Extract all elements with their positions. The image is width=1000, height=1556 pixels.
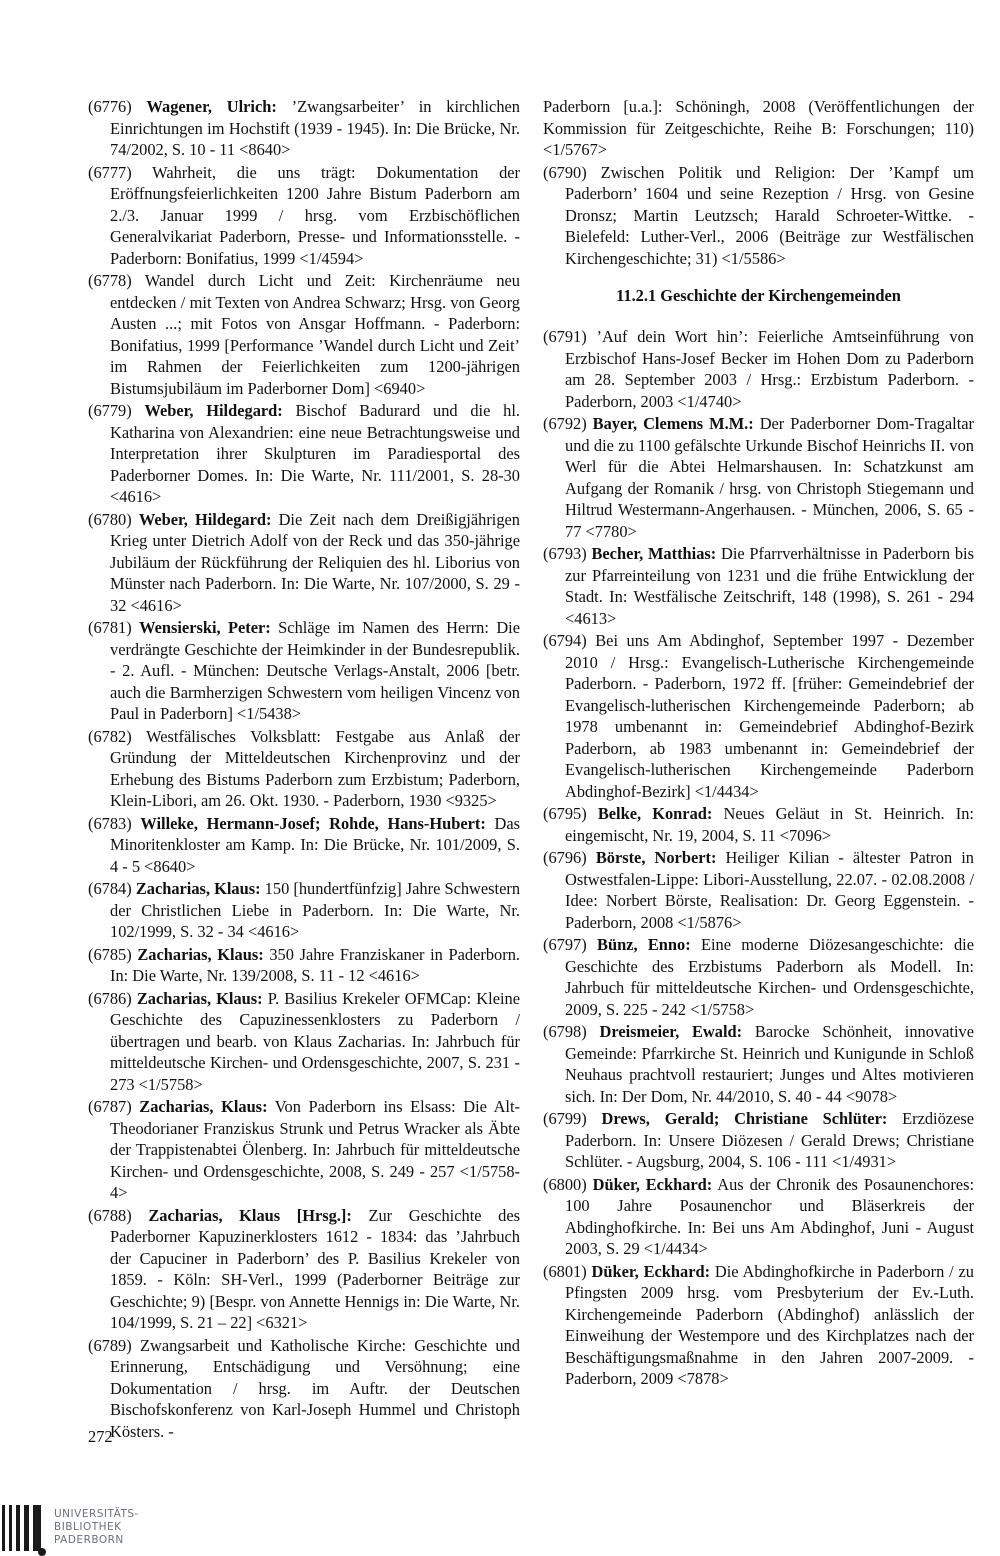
entry-text: Wandel durch Licht und Zeit: Kirchenräume neu entdecken / mit Texten von Andrea Schwarz; Hrsg. von Georg Austen ...; mit Fotos von Ansgar Hoffmann. - Paderborn: Bonifatius, 1999 [Performance ’Wandel durch Licht und Zeit’ im Rahmen der Feierlichkeiten zum 1200-jährigen Bistumsjubiläum im Paderborner Dom] <6940>	[110, 271, 520, 398]
bibliography-entry	[88, 1205, 520, 1334]
entry-author: Bünz, Enno:	[597, 935, 691, 954]
entry-number: (6792)	[543, 414, 587, 433]
entry-number: (6787)	[88, 1097, 132, 1116]
entry-number: (6777)	[88, 162, 132, 182]
entry-number: (6790)	[543, 162, 587, 182]
logo-line-1: UNIVERSITÄTS-	[54, 1508, 139, 1520]
entry-text: Das Minoritenkloster am Kamp. In: Die Brücke, Nr. 101/2009, S. 4 - 5 <8640>	[110, 813, 520, 876]
entry-author: Düker, Eckhard:	[591, 1261, 711, 1281]
entry-text: Neues Geläut in St. Heinrich. In: eingemischt, Nr. 19, 2004, S. 11 <7096>	[565, 804, 974, 845]
bibliography-entry	[88, 400, 520, 508]
entry-text: Schläge im Namen des Herrn: Die verdrängte Geschichte der Heimkinder in der Bundesrepublik. - 2. Aufl. - München: Deutsche Verlags-Anstalt, 2006 [betr. auch die Barmherzigen Schwestern vom heiligen Vincenz von Paul in Paderborn] <1/5438>	[110, 618, 520, 723]
entry-number: (6801)	[543, 1261, 587, 1281]
right-column	[543, 96, 974, 1391]
entry-text: Zwangsarbeit und Katholische Kirche: Geschichte und Erinnerung, Entschädigung und Versöhnung; eine Dokumentation / hrsg. im Auftr. der Deutschen Bischofskonferenz von Karl-Joseph Hummel und Christoph Kösters. -	[110, 1335, 520, 1441]
entry-text: Erzdiözese Paderborn. In: Unsere Diözesen / Gerald Drews; Christiane Schlüter. - Augsburg, 2004, S. 106 - 111 <1/4931>	[565, 1109, 974, 1171]
entry-author: Zacharias, Klaus:	[136, 988, 263, 1008]
entry-number: (6782)	[88, 726, 132, 746]
entry-number: (6796)	[543, 848, 587, 867]
bibliography-entry	[543, 1021, 974, 1107]
bibliography-entry	[543, 1261, 974, 1390]
bibliography-entry	[88, 944, 520, 987]
entry-text: Die Zeit nach dem Dreißigjährigen Krieg unter Dietrich Adolf von der Reck und das 350-jährige Jubiläum der Rückführung der Reliquien des hl. Liborius von Münster nach Paderborn. In: Die Warte, Nr. 107/2000, S. 29 - 32 <4616>	[110, 509, 520, 615]
entry-number: (6794)	[543, 631, 587, 650]
bibliography-entry	[88, 878, 520, 943]
bibliography-entry	[543, 847, 974, 933]
entry-number: (6799)	[543, 1109, 587, 1128]
entry-number: (6778)	[88, 271, 132, 290]
entry-author: Zacharias, Klaus:	[139, 1097, 268, 1116]
right-column-bottom-entries	[543, 326, 974, 1390]
entry-text: Die Abdinghofkirche in Paderborn / zu Pfingsten 2009 hrsg. vom Presbyterium der Ev.-Luth. Kirchengemeinde Paderborn (Abdinghof) anlässlich der Einweihung der Westempore und des Kirchplatzes nach der Beschäftigungsmaßnahme in den Jahren 2007-2009. - Paderborn, 2009 <7878>	[565, 1261, 974, 1388]
bibliography-entry	[88, 509, 520, 617]
entry-text: Zur Geschichte des Paderborner Kapuzinerklosters 1612 - 1834: das ’Jahrbuch der Capuciner in Paderborn’ des P. Basilius Krekeler von 1859. - Köln: SH-Verl., 1999 (Paderborner Beiträge zur Geschichte; 9) [Bespr. von Annette Hennigs in: Die Warte, Nr. 104/1999, S. 21 – 22] <6321>	[110, 1205, 520, 1332]
bibliography-entry	[543, 630, 974, 802]
entry-author: Drews, Gerald; Christiane Schlüter:	[601, 1109, 888, 1128]
right-column-top-entries	[543, 96, 974, 269]
entry-author: Börste, Norbert:	[595, 848, 717, 867]
entry-text: P. Basilius Krekeler OFMCap: Kleine Geschichte des Capuzinessenklosters zu Paderborn / übertragen und bearb. von Klaus Zacharias. In: Jahrbuch für mitteldeutsche Kirchen- und Ordensgeschichte, 2007, S. 231 - 273 <1/5758>	[110, 988, 520, 1094]
entry-number: (6779)	[88, 401, 132, 420]
entry-author: Belke, Konrad:	[597, 804, 713, 823]
entry-author: Weber, Hildegard:	[144, 401, 283, 420]
entry-number: (6780)	[88, 509, 132, 529]
left-column	[88, 96, 520, 1443]
entry-text: Bischof Badurard und die hl. Katharina von Alexandrien: eine neue Betrachtungsweise und Interpretation ihrer Skulpturen im Paradiesportal des Paderborner Domes. In: Die Warte, Nr. 111/2001, S. 28-30 <4616>	[110, 401, 520, 506]
entry-author: Zacharias, Klaus:	[137, 944, 264, 964]
entry-number: (6798)	[543, 1022, 587, 1041]
entry-author: Wagener, Ulrich:	[146, 97, 277, 116]
entry-text: ’Auf dein Wort hin’: Feierliche Amtseinführung von Erzbischof Hans-Josef Becker im Hohen Dom zu Paderborn am 28. September 2003 / Hrsg.: Erzbistum Paderborn. - Paderborn, 2003 <1/4740>	[565, 327, 974, 411]
entry-number: (6783)	[88, 813, 132, 833]
bibliography-entry	[543, 326, 974, 412]
entry-text: Barocke Schönheit, innovative Gemeinde: Pfarrkirche St. Heinrich und Kunigunde in Schloß Neuhaus prachtvoll restauriert; Junges und Altes motivieren sich. In: Der Dom, Nr. 44/2010, S. 40 - 44 <9078>	[565, 1022, 974, 1106]
logo-line-3: PADERBORN	[54, 1534, 124, 1546]
bibliography-entry	[88, 270, 520, 399]
entry-text: 350 Jahre Franziskaner in Paderborn. In: Die Warte, Nr. 139/2008, S. 11 - 12 <4616>	[110, 944, 520, 985]
bibliography-entry	[88, 988, 520, 1096]
bibliography-entry	[543, 803, 974, 846]
entry-text: Eine moderne Diözesangeschichte: die Geschichte des Erzbistums Paderborn als Modell. In: Jahrbuch für mitteldeutsche Kirchen- und Ordensgeschichte, 2009, S. 225 - 242 <1/5758>	[565, 935, 974, 1019]
entry-number: (6788)	[88, 1205, 132, 1225]
entry-text: Von Paderborn ins Elsass: Die Alt-Theodorianer Franziskus Strunk und Petrus Wracker als Äbte der Trappistenabtei Ölenberg. In: Jahrbuch für mitteldeutsche Kirchen- und Ordensgeschichte, 2008, S. 249 - 257 <1/5758-4>	[110, 1097, 520, 1202]
section-heading: 11.2.1 Geschichte der Kirchengemeinden	[616, 286, 901, 305]
bibliography-entry	[88, 1335, 520, 1443]
entry-author: Zacharias, Klaus [Hrsg.]:	[148, 1205, 352, 1225]
bibliography-entry	[543, 543, 974, 629]
entry-text: Aus der Chronik des Posaunenchores: 100 Jahre Posaunenchor und Bläserkreis der Abdinghofkirche. In: Bei uns Am Abdinghof, Juni - August 2003, S. 29 <1/4434>	[565, 1174, 974, 1258]
entry-text: Paderborn [u.a.]: Schöningh, 2008 (Veröffentlichungen der Kommission für Zeitgeschichte, Reihe B: Forschungen; 110) <1/5767>	[543, 97, 974, 159]
entry-author: Becher, Matthias:	[591, 544, 717, 563]
bibliography-entry	[543, 934, 974, 1020]
library-logo	[0, 1505, 150, 1555]
bibliography-entry	[543, 1108, 974, 1173]
bibliography-entry	[543, 96, 974, 161]
entry-author: Willeke, Hermann-Josef; Rohde, Hans-Hubert:	[140, 813, 486, 833]
logo-line-2: BIBLIOTHEK	[54, 1521, 122, 1533]
bibliography-entry	[88, 813, 520, 878]
bibliography-entry	[543, 162, 974, 270]
entry-author: Wensierski, Peter:	[139, 618, 271, 637]
page-number: 272	[88, 1427, 113, 1446]
bibliography-entry	[88, 162, 520, 270]
entry-text: Zwischen Politik und Religion: Der ’Kampf um Paderborn’ 1604 und seine Rezeption / Hrsg. von Gesine Dronsz; Martin Leutzsch; Harald Schroeter-Wittke. - Bielefeld: Luther-Verl., 2006 (Beiträge zur Westfälischen Kirchengeschichte; 31) <1/5586>	[565, 162, 974, 268]
entry-number: (6793)	[543, 544, 587, 563]
entry-author: Düker, Eckhard:	[592, 1174, 713, 1194]
bibliography-entry	[88, 96, 520, 161]
entry-text: ’Zwangsarbeiter’ in kirchlichen Einrichtungen im Hochstift (1939 - 1945). In: Die Brücke, Nr. 74/2002, S. 10 - 11 <8640>	[110, 97, 520, 159]
entry-text: Der Paderborner Dom-Tragaltar und die zu 1100 gefälschte Urkunde Bischof Heinrichs II. von Werl für die Abtei Helmarshausen. In: Schatzkunst am Aufgang der Romanik / hrsg. von Christoph Stiegemann und Hiltrud Westermann-Angerhausen. - München, 2006, S. 65 - 77 <7780>	[565, 414, 974, 541]
entry-number: (6781)	[88, 618, 132, 637]
entry-number: (6785)	[88, 944, 132, 964]
bibliography-entry	[88, 1096, 520, 1204]
entry-text: Die Pfarrverhältnisse in Paderborn bis zur Pfarreinteilung von 1231 und die frühe Entwicklung der Stadt. In: Westfälische Zeitschrift, 148 (1998), S. 261 - 294 <4613>	[565, 544, 974, 628]
entry-number: (6784)	[88, 879, 132, 898]
entry-text: Heiliger Kilian - ältester Patron in Ostwestfalen-Lippe: Libori-Ausstellung, 22.07. - 02.08.2008 / Idee: Norbert Börste, Realisation: Dr. Georg Eggenstein. - Paderborn, 2008 <1/5876>	[565, 848, 974, 932]
entry-author: Bayer, Clemens M.M.:	[592, 414, 754, 433]
bibliography-entry	[88, 617, 520, 725]
entry-text: Wahrheit, die uns trägt: Dokumentation der Eröffnungsfeierlichkeiten 1200 Jahre Bistum Paderborn am 2./3. Januar 1999 / hrsg. vom Erzbischöflichen Generalvikariat Paderborn, Presse- und Informationsstelle. - Paderborn: Bonifatius, 1999 <1/4594>	[110, 162, 520, 268]
entry-number: (6797)	[543, 935, 587, 954]
entry-number: (6795)	[543, 804, 587, 823]
entry-number: (6776)	[88, 97, 132, 116]
entry-number: (6800)	[543, 1174, 587, 1194]
logo-text	[54, 1508, 139, 1547]
entry-author: Dreismeier, Ewald:	[599, 1022, 743, 1041]
bibliography-entry	[88, 726, 520, 812]
entry-author: Zacharias, Klaus:	[135, 879, 261, 898]
entry-number: (6786)	[88, 988, 132, 1008]
bibliography-entry	[543, 413, 974, 542]
entry-number: (6789)	[88, 1335, 132, 1355]
bibliography-entry	[543, 1174, 974, 1260]
entry-text: Bei uns Am Abdinghof, September 1997 - Dezember 2010 / Hrsg.: Evangelisch-Lutherische Kirchengemeinde Paderborn. - Paderborn, 1972 ff. [früher: Gemeindebrief der Evangelisch-lutherischen Kirchengemeinde Paderborn; ab 1978 umbenannt in: Gemeindebrief Abdinghof-Bezirk Paderborn, ab 1983 umbenannt in: Gemeindebrief der Evangelisch-lutherischen Kirchengemeinde Paderborn Abdinghof-Bezirk] <1/4434>	[565, 631, 974, 801]
entry-number: (6791)	[543, 327, 587, 346]
entry-author: Weber, Hildegard:	[138, 509, 272, 529]
entry-text: 150 [hundertfünfzig] Jahre Schwestern der Christlichen Liebe in Paderborn. In: Die Warte, Nr. 102/1999, S. 32 - 34 <4616>	[110, 879, 521, 941]
entry-text: Westfälisches Volksblatt: Festgabe aus Anlaß der Gründung der Mitteldeutschen Kirchenprovinz und der Erhebung des Bistums Paderborn zum Erzbistum; Paderborn, Klein-Libori, am 26. Okt. 1930. - Paderborn, 1930 <9325>	[110, 726, 520, 810]
